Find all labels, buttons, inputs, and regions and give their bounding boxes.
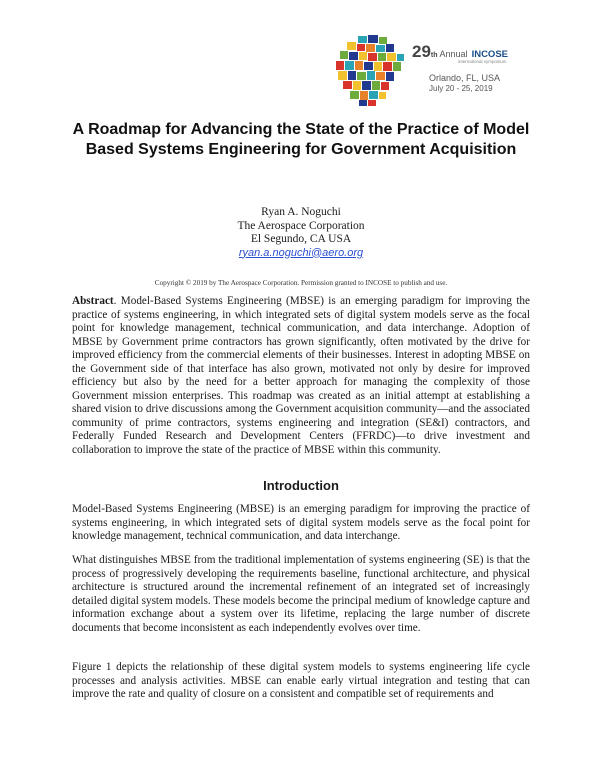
author-location: El Segundo, CA USA [250, 233, 352, 245]
conference-location: Orlando, FL, USA [429, 73, 501, 83]
abstract-text: . Model-Based Systems Engineering (MBSE) is an emerging paradigm for improving the practice of systems engineering, in which integrated sets of digital system models serve as the focal point for knowledge management, technical communication, and data interchange. Adoption of MBSE by Government prime contractors has grown significantly, often motivated by the drive for improved efficiency from the commercial elements of their businesses. Interest in adopting MBSE on the Government side of that interface has also grown, motivated not only by desire for improved efficiency but also by the need for a better approach for managing the complexity of those Government mission enterprises. This roadmap was created as an initial attempt at establishing a shared vision to drive discussions among the Government acquisition community—and the associated community of prime contractors, systems engineering and integration (SE&I) contractors, and Federally Funded Research and Development Centers (FFRDC)—to drive investment and collaboration to improve the state of the practice of MBSE within this community. [72, 295, 530, 457]
conference-dates: July 20 - 25, 2019 [429, 84, 493, 93]
incose-logo [332, 34, 410, 108]
introduction-paragraph: What distinguishes MBSE from the traditional implementation of systems engineering (SE) is that the process of progressively developing the requirements baseline, functional architecture, and physical architecture is structured around the incremental refinement of an integrated set of increasingly detailed digital system models. These models become the principal medium of knowledge capture and information exchange about a system over its lifetime, replacing the large number of discrete documents that become inconsistent as each independently evolves over time. [72, 554, 530, 634]
conference-annual: Annual [439, 49, 468, 59]
conference-brand: INCOSE [471, 49, 508, 60]
conference-ordinal: th [430, 52, 438, 59]
author-affiliation: The Aerospace Corporation [237, 219, 365, 232]
logo-mosaic [336, 35, 404, 106]
introduction-paragraph: Figure 1 depicts the relationship of these digital system models to systems engineering life cycle processes and analysis activities. MBSE can enable early virtual integration and testing that can improve the rate and quality of closure on a consistent and compatible set of requirements and [72, 661, 530, 701]
conference-subtitle: international symposium [458, 59, 507, 64]
abstract-label: Abstract [72, 295, 114, 307]
introduction-paragraph: Model-Based Systems Engineering (MBSE) is an emerging paradigm for improving the practice of systems engineering, in which integrated sets of digital system models serve as the focal point for knowledge management, technical communication, and data interchange. [72, 503, 530, 543]
section-heading-introduction: Introduction [263, 478, 339, 493]
abstract [72, 295, 530, 458]
author-email-link[interactable]: ryan.a.noguchi@aero.org [238, 246, 364, 259]
conference-number: 29 [412, 42, 431, 61]
copyright-notice: Copyright © 2019 by The Aerospace Corporation. Permission granted to INCOSE to publish and use. [154, 279, 448, 287]
paper-title: A Roadmap for Advancing the State of the Practice of Model Based Systems Engineering for Government Acquisition [72, 121, 530, 158]
author-name: Ryan A. Noguchi [261, 206, 341, 218]
conference-badge [412, 42, 562, 93]
author-block [60, 206, 542, 260]
